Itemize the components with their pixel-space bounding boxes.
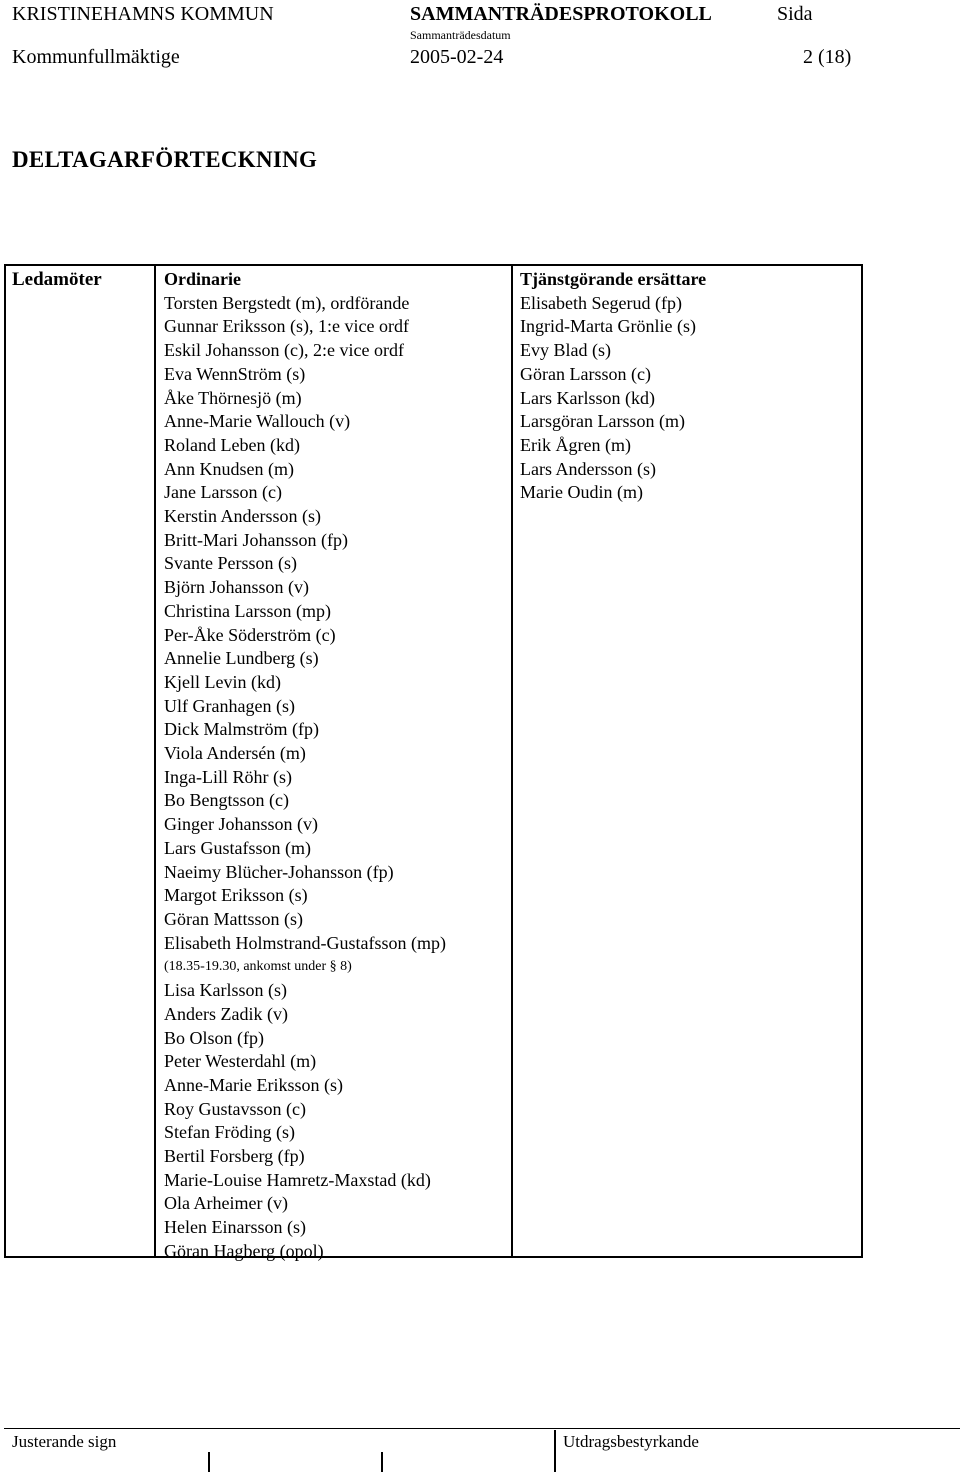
ordinarie-heading: Ordinarie [164,269,241,289]
member-item: Annelie Lundberg (s) [164,648,319,669]
member-item: Ann Knudsen (m) [164,458,294,479]
document-type: SAMMANTRÄDESPROTOKOLL [410,3,712,25]
substitute-item: Lars Karlsson (kd) [520,387,655,408]
member-item: Britt-Mari Johansson (fp) [164,529,348,550]
member-item: Svante Persson (s) [164,553,297,574]
member-item: Margot Eriksson (s) [164,885,308,906]
substitute-item: Ingrid-Marta Grönlie (s) [520,316,696,337]
member-item: Stefan Fröding (s) [164,1122,295,1143]
substitute-item: Larsgöran Larsson (m) [520,411,685,432]
member-item: Roy Gustavsson (c) [164,1098,306,1119]
substitute-item: Elisabeth Segerud (fp) [520,292,682,313]
ordinarie-column [164,268,446,1264]
member-item: Gunnar Eriksson (s), 1:e vice ordf [164,316,409,337]
member-item: Dick Malmström (fp) [164,719,319,740]
row-label-ledamoter: Ledamöter [12,269,102,290]
member-item: Kerstin Andersson (s) [164,506,321,527]
ersattare-heading: Tjänstgörande ersättare [520,269,707,289]
member-item: Inga-Lill Röhr (s) [164,766,292,787]
member-item: Peter Westerdahl (m) [164,1051,317,1072]
member-item: Elisabeth Holmstrand-Gustafsson (mp) [164,932,446,953]
meeting-date: 2005-02-24 [410,46,504,68]
member-item: Bo Bengtsson (c) [164,790,289,811]
signature-box-divider [381,1452,383,1472]
member-item: Viola Andersén (m) [164,743,306,764]
meeting-date-label: Sammanträdesdatum [410,28,511,42]
member-item: Göran Mattsson (s) [164,908,303,929]
footer-column-divider [554,1430,556,1472]
org-name: KRISTINEHAMNS KOMMUN [12,3,274,25]
substitute-item: Göran Larsson (c) [520,363,651,384]
footer-divider [4,1428,960,1429]
member-item: Ulf Granhagen (s) [164,695,295,716]
member-item: Eskil Johansson (c), 2:e vice ordf [164,340,404,361]
member-item: Anne-Marie Wallouch (v) [164,411,351,432]
committee-name: Kommunfullmäktige [12,46,180,68]
member-item: Ginger Johansson (v) [164,814,318,835]
member-item: Helen Einarsson (s) [164,1217,306,1238]
member-item: Eva WennStröm (s) [164,363,306,384]
member-item: Per-Åke Söderström (c) [164,624,336,645]
utdragsbestyrkande-label: Utdragsbestyrkande [563,1432,699,1451]
member-item: Torsten Bergstedt (m), ordförande [164,292,410,313]
substitute-item: Erik Ågren (m) [520,434,631,455]
member-item: Anne-Marie Eriksson (s) [164,1074,343,1095]
column-divider [511,264,513,1258]
member-item: Åke Thörnesjö (m) [164,387,302,408]
member-item: Bertil Forsberg (fp) [164,1146,305,1167]
column-divider [154,264,156,1258]
member-item: Lars Gustafsson (m) [164,837,311,858]
member-item: Bo Olson (fp) [164,1027,264,1048]
ersattare-column [520,268,706,505]
page-title: DELTAGARFÖRTECKNING [12,147,318,172]
member-item: Jane Larsson (c) [164,482,282,503]
member-item: Lisa Karlsson (s) [164,980,287,1001]
substitute-item: Lars Andersson (s) [520,458,656,479]
member-item: Christina Larsson (mp) [164,600,331,621]
attendance-note: (18.35-19.30, ankomst under § 8) [164,959,352,975]
substitute-item: Evy Blad (s) [520,340,611,361]
member-item: Roland Leben (kd) [164,434,300,455]
member-item: Kjell Levin (kd) [164,671,281,692]
member-item: Naeimy Blücher-Johansson (fp) [164,861,394,882]
member-item: Anders Zadik (v) [164,1003,288,1024]
justerande-sign-label: Justerande sign [12,1432,117,1451]
substitute-item: Marie Oudin (m) [520,482,643,503]
member-item: Göran Hagberg (opol) [164,1240,324,1261]
member-item: Ola Arheimer (v) [164,1193,288,1214]
signature-box-divider [208,1452,210,1472]
member-item: Björn Johansson (v) [164,577,309,598]
page-label: Sida [777,3,813,25]
page-number: 2 (18) [803,46,852,68]
member-item: Marie-Louise Hamretz-Maxstad (kd) [164,1169,431,1190]
